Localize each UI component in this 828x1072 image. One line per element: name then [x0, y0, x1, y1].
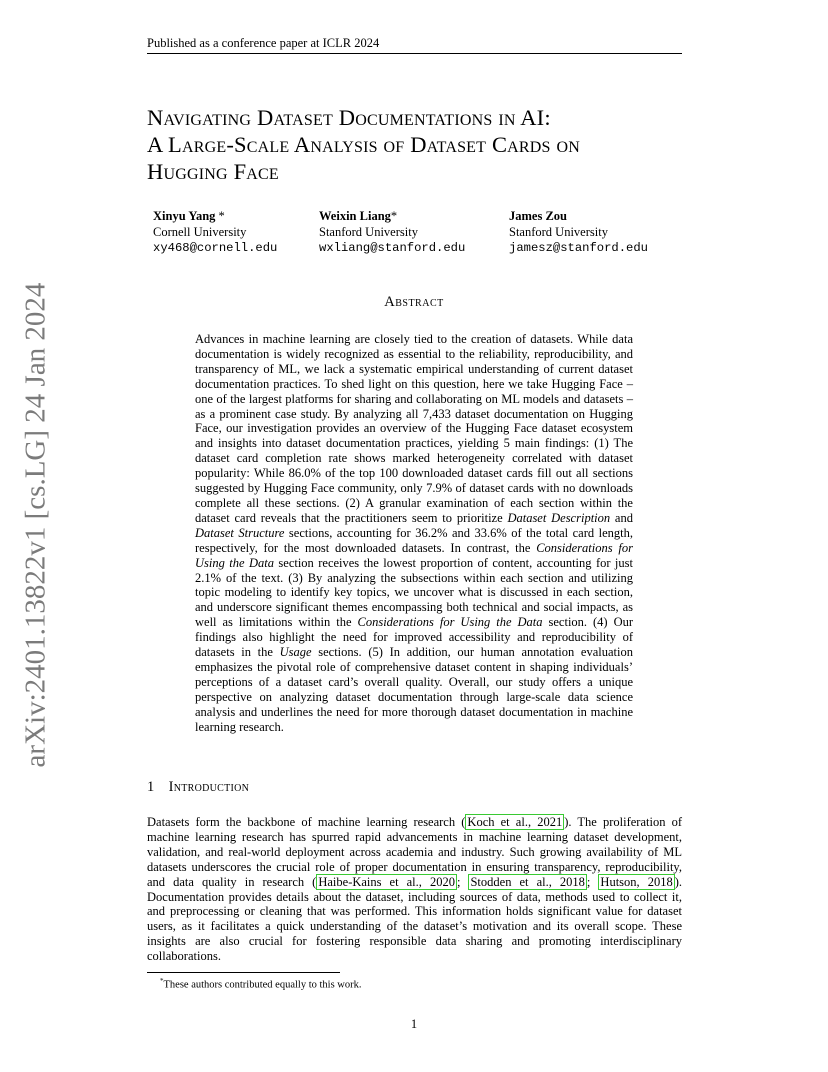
abstract-emphasis: Dataset Structure	[195, 525, 285, 540]
author-name: Weixin Liang	[319, 209, 391, 223]
author-affiliation: Cornell University	[153, 225, 247, 239]
abstract-text: sections. (5) In addition, our human annotation evaluation emphasizes the pivotal role of comprehensive dataset content in shaping individuals’ perceptions of a dataset card’s overall quality. Overall, our study offers a unique perspective on analyzing dataset documentation through large-scale data science analysis and underlines the need for more thorough dataset documentation in machine learning research.	[195, 645, 633, 734]
author-3	[509, 208, 648, 256]
arxiv-stamp-text: arXiv:2401.13822v1 [cs.LG] 24 Jan 2024	[19, 282, 52, 768]
author-2	[319, 208, 465, 256]
intro-text: Datasets form the backbone of machine learning research (	[147, 815, 466, 829]
citation-link[interactable]: Haibe-Kains et al., 2020	[318, 874, 455, 889]
citation-link[interactable]: Stodden et al., 2018	[470, 874, 585, 889]
abstract-text: section receives the lowest proportion of content, accounting for just 2.1% of the text. (3) By analyzing the subsections within each section and utilizing topic modeling to identify key topics, we uncover what is discussed in each section, and underscore significant themes encompassing both technical and social impacts, as well as limitations within the	[195, 555, 633, 630]
author-mark: *	[390, 209, 398, 223]
abstract-text: Advances in machine learning are closely tied to the creation of datasets. While data documentation is widely recognized as essential to the reliability, reproducibility, and transparency of ML, we lack a systematic empirical understanding of current dataset documentation practices. To shed light on this question, here we take Hugging Face – one of the largest platforms for sharing and collaborating on ML models and datasets – as a prominent case study. By analyzing all 7,433 dataset documentation on Hugging Face, our investigation provides an overview of the Hugging Face dataset ecosystem and insights into dataset documentation practices, yielding 5 main findings: (1) The dataset card completion rate shows marked heterogeneity correlated with dataset popularity: While 86.0% of the top 100 downloaded dataset cards fill out all sections suggested by Hugging Face community, only 7.9% of dataset cards with no downloads complete all these sections. (2) A granular examination of each section within the dataset card reveals that the practitioners seem to prioritize	[195, 332, 633, 525]
intro-paragraph	[147, 815, 682, 964]
header-rule	[147, 53, 682, 54]
page-number: 1	[410, 1017, 418, 1031]
author-1	[153, 208, 277, 256]
citation-link[interactable]: Koch et al., 2021	[467, 815, 563, 829]
arxiv-stamp	[16, 282, 56, 768]
abstract-emphasis: Dataset Description	[507, 510, 611, 525]
title-line-2: A Large-Scale Analysis of Dataset Cards on	[147, 132, 580, 157]
section-heading	[147, 779, 249, 796]
author-affiliation: Stanford University	[319, 225, 418, 239]
author-mark: *	[215, 209, 225, 223]
footnote	[160, 977, 362, 991]
abstract-text: sections, accounting for 36.2% and 33.6% of the total card length, respectively, for the most downloaded datasets. In contrast, the	[195, 525, 633, 555]
paper-title	[147, 104, 707, 185]
section-number: 1	[147, 779, 155, 795]
intro-text: ). Documentation provides details about the dataset, including sources of data, methods used to collect it, and preprocessing or cleaning that was performed. This information holds significant value for dataset users, as it facilitates a quick understanding of the dataset’s motivation and its overall scope. These insights are also crucial for fostering responsible data sharing and promoting interdisciplinary collaborations.	[147, 874, 683, 964]
intro-text: ). The proliferation of machine learning research has spurred rapid advancements in machine learning dataset development, validation, and real-world deployment across academia and industry. Such growing availability of ML datasets underscores the crucial role of proper documentation in ensuring transparency, reproducibility, and data quality in research (	[147, 815, 682, 889]
abstract-text: and	[610, 510, 633, 525]
author-email: jamesz@stanford.edu	[509, 241, 648, 255]
citation-separator: ;	[456, 874, 469, 889]
title-line-3: Hugging Face	[147, 159, 279, 184]
abstract-emphasis: Considerations for Using the Data	[195, 540, 633, 570]
author-affiliation: Stanford University	[509, 225, 608, 239]
abstract-heading: Abstract	[384, 294, 444, 310]
footnote-mark: *	[160, 977, 164, 985]
author-name: Xinyu Yang	[153, 209, 216, 223]
abstract-body	[195, 332, 633, 734]
author-name: James Zou	[509, 209, 567, 223]
section-title: Introduction	[168, 779, 250, 795]
citation-link[interactable]: Hutson, 2018	[600, 874, 673, 889]
footnote-text: These authors contributed equally to this work.	[163, 979, 362, 991]
author-email: wxliang@stanford.edu	[319, 241, 466, 255]
citation-separator: ;	[586, 874, 599, 889]
author-email: xy468@cornell.edu	[153, 241, 278, 255]
abstract-emphasis: Considerations for Using the Data	[357, 615, 543, 630]
running-header: Published as a conference paper at ICLR 2024	[147, 36, 380, 50]
abstract-text: section. (4) Our findings also highlight the need for improved accessibility and reproducibility of datasets in the	[195, 615, 634, 660]
title-line-1: Navigating Dataset Documentations in AI:	[147, 105, 551, 130]
abstract-emphasis: Usage	[279, 645, 312, 660]
footnote-rule	[147, 972, 340, 973]
